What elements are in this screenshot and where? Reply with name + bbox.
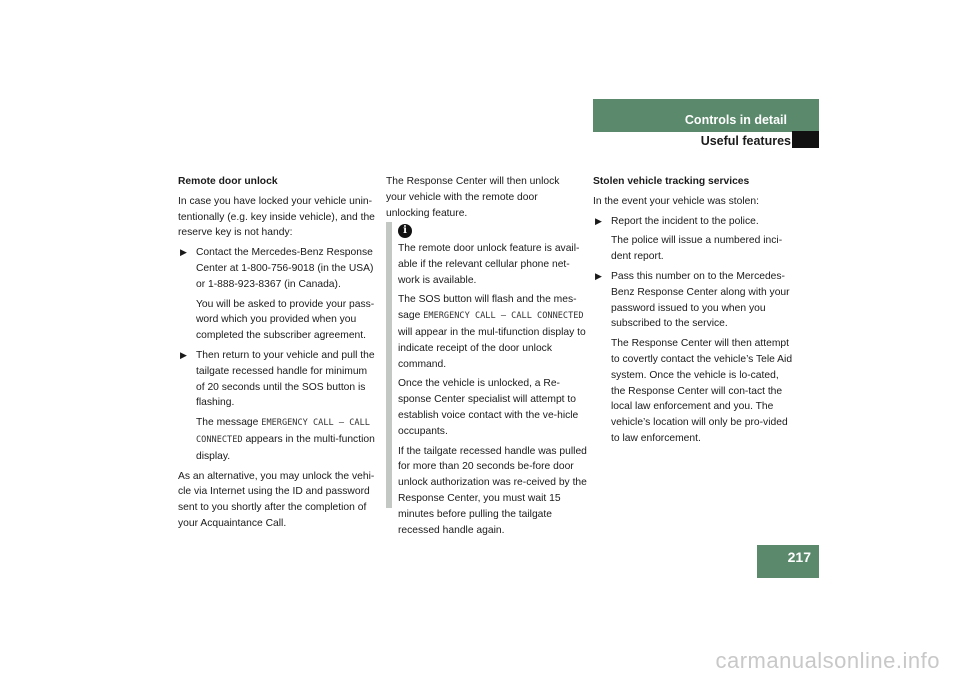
arrow-bullet-icon: ▶ [595, 215, 602, 226]
paragraph: The police will issue a numbered inci-dent report. [611, 235, 783, 263]
column-response-center [386, 174, 582, 225]
display-message: EMERGENCY CALL – CALL CONNECTED [423, 311, 584, 322]
paragraph: The Response Center will then attempt to covertly contact the vehicle’s Tele Aid system. Once the vehicle is lo-cated, the Response Center will con-tact the local law enforcement and you. The vehicle’s location will only be pro-vided to law enforcement. [611, 338, 793, 444]
text: will appear in the mul-tifunction display to indicate receipt of the door unlock command. [398, 326, 586, 370]
paragraph [178, 415, 376, 464]
paragraph: In the event your vehicle was stolen: [593, 195, 759, 207]
paragraph: You will be asked to provide your pass-word which you provided when you completed the subscriber agreement. [196, 298, 375, 342]
paragraph: As an alternative, you may unlock the vehi-cle via Internet using the ID and password sent to you shortly after the completion of your Acquaintance Call. [178, 470, 375, 529]
page-number: 217 [787, 549, 811, 565]
list-item [178, 245, 376, 292]
info-icon: i [398, 224, 412, 238]
list-item-text: Contact the Mercedes-Benz Response Center at 1-800-756-9018 (in the USA) or 1-888-923-8367 (in Canada). [196, 247, 374, 290]
subsection-title: Useful features [700, 134, 791, 148]
heading-stolen-vehicle: Stolen vehicle tracking services [593, 176, 750, 187]
page-number-box [757, 545, 819, 578]
paragraph: In case you have locked your vehicle unin-tentionally (e.g. key inside vehicle), and the reserve key is not handy: [178, 195, 375, 239]
watermark: carmanualsonline.info [715, 648, 940, 673]
text: The message [196, 417, 259, 429]
paragraph: The remote door unlock feature is avail-able if the relevant cellular phone net-work is available. [398, 243, 580, 286]
text: appears in the multi-function display. [196, 433, 375, 462]
heading-remote-unlock: Remote door unlock [178, 176, 278, 187]
arrow-bullet-icon: ▶ [180, 349, 187, 360]
arrow-bullet-icon: ▶ [595, 270, 602, 281]
column-stolen-vehicle [593, 174, 793, 451]
list-item-text: Pass this number on to the Mercedes-Benz Response Center along with your password issued to you when you subscribed to the service. [611, 270, 790, 330]
paragraph: The Response Center will then unlock your vehicle with the remote door unlocking feature. [386, 176, 560, 219]
arrow-bullet-icon: ▶ [180, 247, 187, 258]
list-item [178, 348, 376, 411]
header-marker [792, 131, 819, 148]
list-item [593, 269, 793, 332]
list-item-text: Report the incident to the police. [611, 215, 759, 227]
list-item-text: Then return to your vehicle and pull the tailgate recessed handle for minimum of 20 seconds until the SOS button is flashing. [196, 349, 375, 409]
list-item [593, 214, 793, 230]
paragraph [398, 292, 590, 372]
section-title: Controls in detail [684, 113, 787, 127]
paragraph: Once the vehicle is unlocked, a Re-sponse Center specialist will attempt to establish voice contact with the ve-hicle occupants. [398, 378, 579, 437]
paragraph: If the tailgate recessed handle was pulled for more than 20 seconds be-fore door unlock authorization was re-ceived by the Response Center, you must wait 15 minutes before pulling the tailgate recessed handle again. [398, 445, 587, 536]
display-message: EMERGENCY CALL – CALL CONNECTED [196, 418, 370, 445]
text: The SOS button will flash and the mes-sage [398, 294, 577, 322]
column-remote-unlock [178, 174, 376, 536]
info-note [386, 222, 592, 536]
